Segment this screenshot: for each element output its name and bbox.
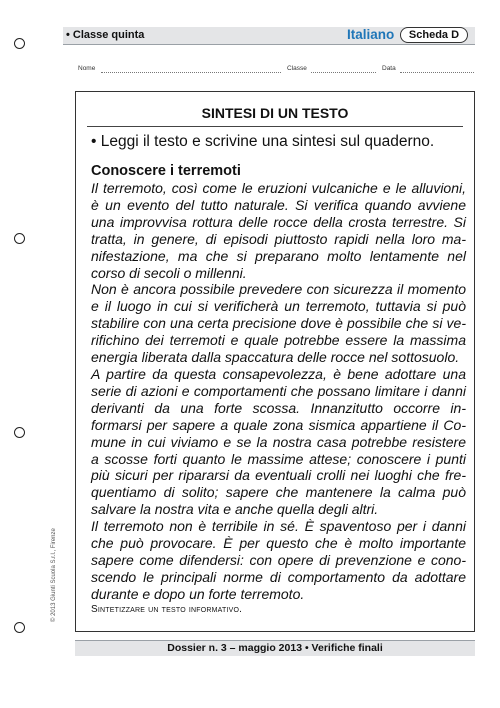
- binder-hole: [14, 427, 25, 438]
- text-line: scendo le principali norme di comportamento da adottare: [91, 568, 466, 585]
- binder-hole: [14, 622, 25, 633]
- copyright-note: © 2013 Giunti Scuola S.r.l., Firenze: [51, 528, 57, 622]
- data-line[interactable]: [400, 72, 474, 73]
- text-line: durante e dopo un forte terremoto.: [91, 585, 305, 602]
- exercise-title: SINTESI DI UN TESTO: [201, 105, 349, 121]
- text-line: energia liberata dalla spaccatura delle rocce nel sottosuolo.: [91, 349, 460, 366]
- text-line: A partire da questa consapevolezza, è bene adottare una: [91, 365, 466, 382]
- text-line: derivanti da una forte scossa. Innanzitutto occorre in-: [91, 399, 466, 416]
- exercise-box: [75, 91, 475, 632]
- binder-hole: [14, 233, 25, 244]
- text-line: a scosse forti quanto le massime attese; conoscere i punti: [91, 450, 466, 467]
- text-line: che può provocare. È per questo che è molto importante: [91, 535, 466, 552]
- text-line: serie di azioni e comportamenti che possano limitare i danni: [91, 382, 466, 399]
- text-line: una improvvisa rottura delle rocce della crosta terrestre. Si: [91, 213, 466, 230]
- title-divider: [87, 126, 463, 127]
- text-line: stabilire con una certa precisione dove è possibile che si ve-: [91, 315, 466, 332]
- text-line: salvare la nostra vita e anche quella degli altri.: [91, 501, 379, 518]
- text-line: e il luogo in cui si verificherà un terremoto, tuttavia si può: [91, 298, 466, 315]
- nome-line[interactable]: [101, 72, 281, 73]
- text-line: Il terremoto, così come le eruzioni vulcaniche e le alluvioni,: [91, 180, 466, 196]
- data-label: Data: [382, 65, 396, 72]
- text-line: Non è ancora possibile prevedere con sicurezza il momento: [91, 281, 466, 298]
- text-title: Conoscere i terremoti: [91, 163, 241, 179]
- text-line: rifichino dei terremoti e quale potrebbe essere la massima: [91, 332, 466, 349]
- text-line: sapere come difendersi: con opere di prevenzione e cono-: [91, 551, 466, 568]
- classe-label: Classe: [287, 65, 307, 72]
- student-fields: [78, 65, 478, 75]
- learning-objective: Sintetizzare un testo informativo.: [91, 604, 243, 615]
- footer-text: Dossier n. 3 – maggio 2013 • Verifiche finali: [167, 642, 383, 654]
- text-line: nifestazione, ma che si preparano molto lentamente nel: [91, 247, 466, 264]
- subject-label: Italiano: [347, 27, 395, 42]
- classe-line[interactable]: [311, 72, 376, 73]
- nome-label: Nome: [78, 65, 96, 72]
- instruction: • Leggi il testo e scrivine una sintesi sul quaderno.: [91, 133, 435, 150]
- text-line: Il terremoto non è terribile in sé. È spaventoso per i danni: [91, 518, 466, 535]
- text-line: quentiamo di solito; sapere che mantenere la calma può: [91, 484, 466, 501]
- text-line: tratta, in genere, di episodi piuttosto rapidi nella loro ma-: [91, 230, 466, 247]
- binder-hole: [14, 38, 25, 49]
- text-line: formarsi per sapere a quale zona sismica appartiene il Co-: [91, 416, 466, 433]
- sheet-badge: Scheda D: [400, 27, 468, 43]
- text-line: corso di secoli o millenni.: [91, 264, 247, 281]
- footer-bar: [75, 640, 475, 656]
- text-line: più sicuri per ripararsi da eventuali crolli nei luoghi che fre-: [91, 467, 466, 484]
- reading-text: [91, 180, 466, 603]
- class-label: • Classe quinta: [66, 29, 145, 41]
- text-line: è un evento del tutto naturale. Si verifica quando avviene: [91, 196, 466, 213]
- text-line: mune in cui viviamo e se la nostra casa potrebbe resistere: [91, 433, 466, 450]
